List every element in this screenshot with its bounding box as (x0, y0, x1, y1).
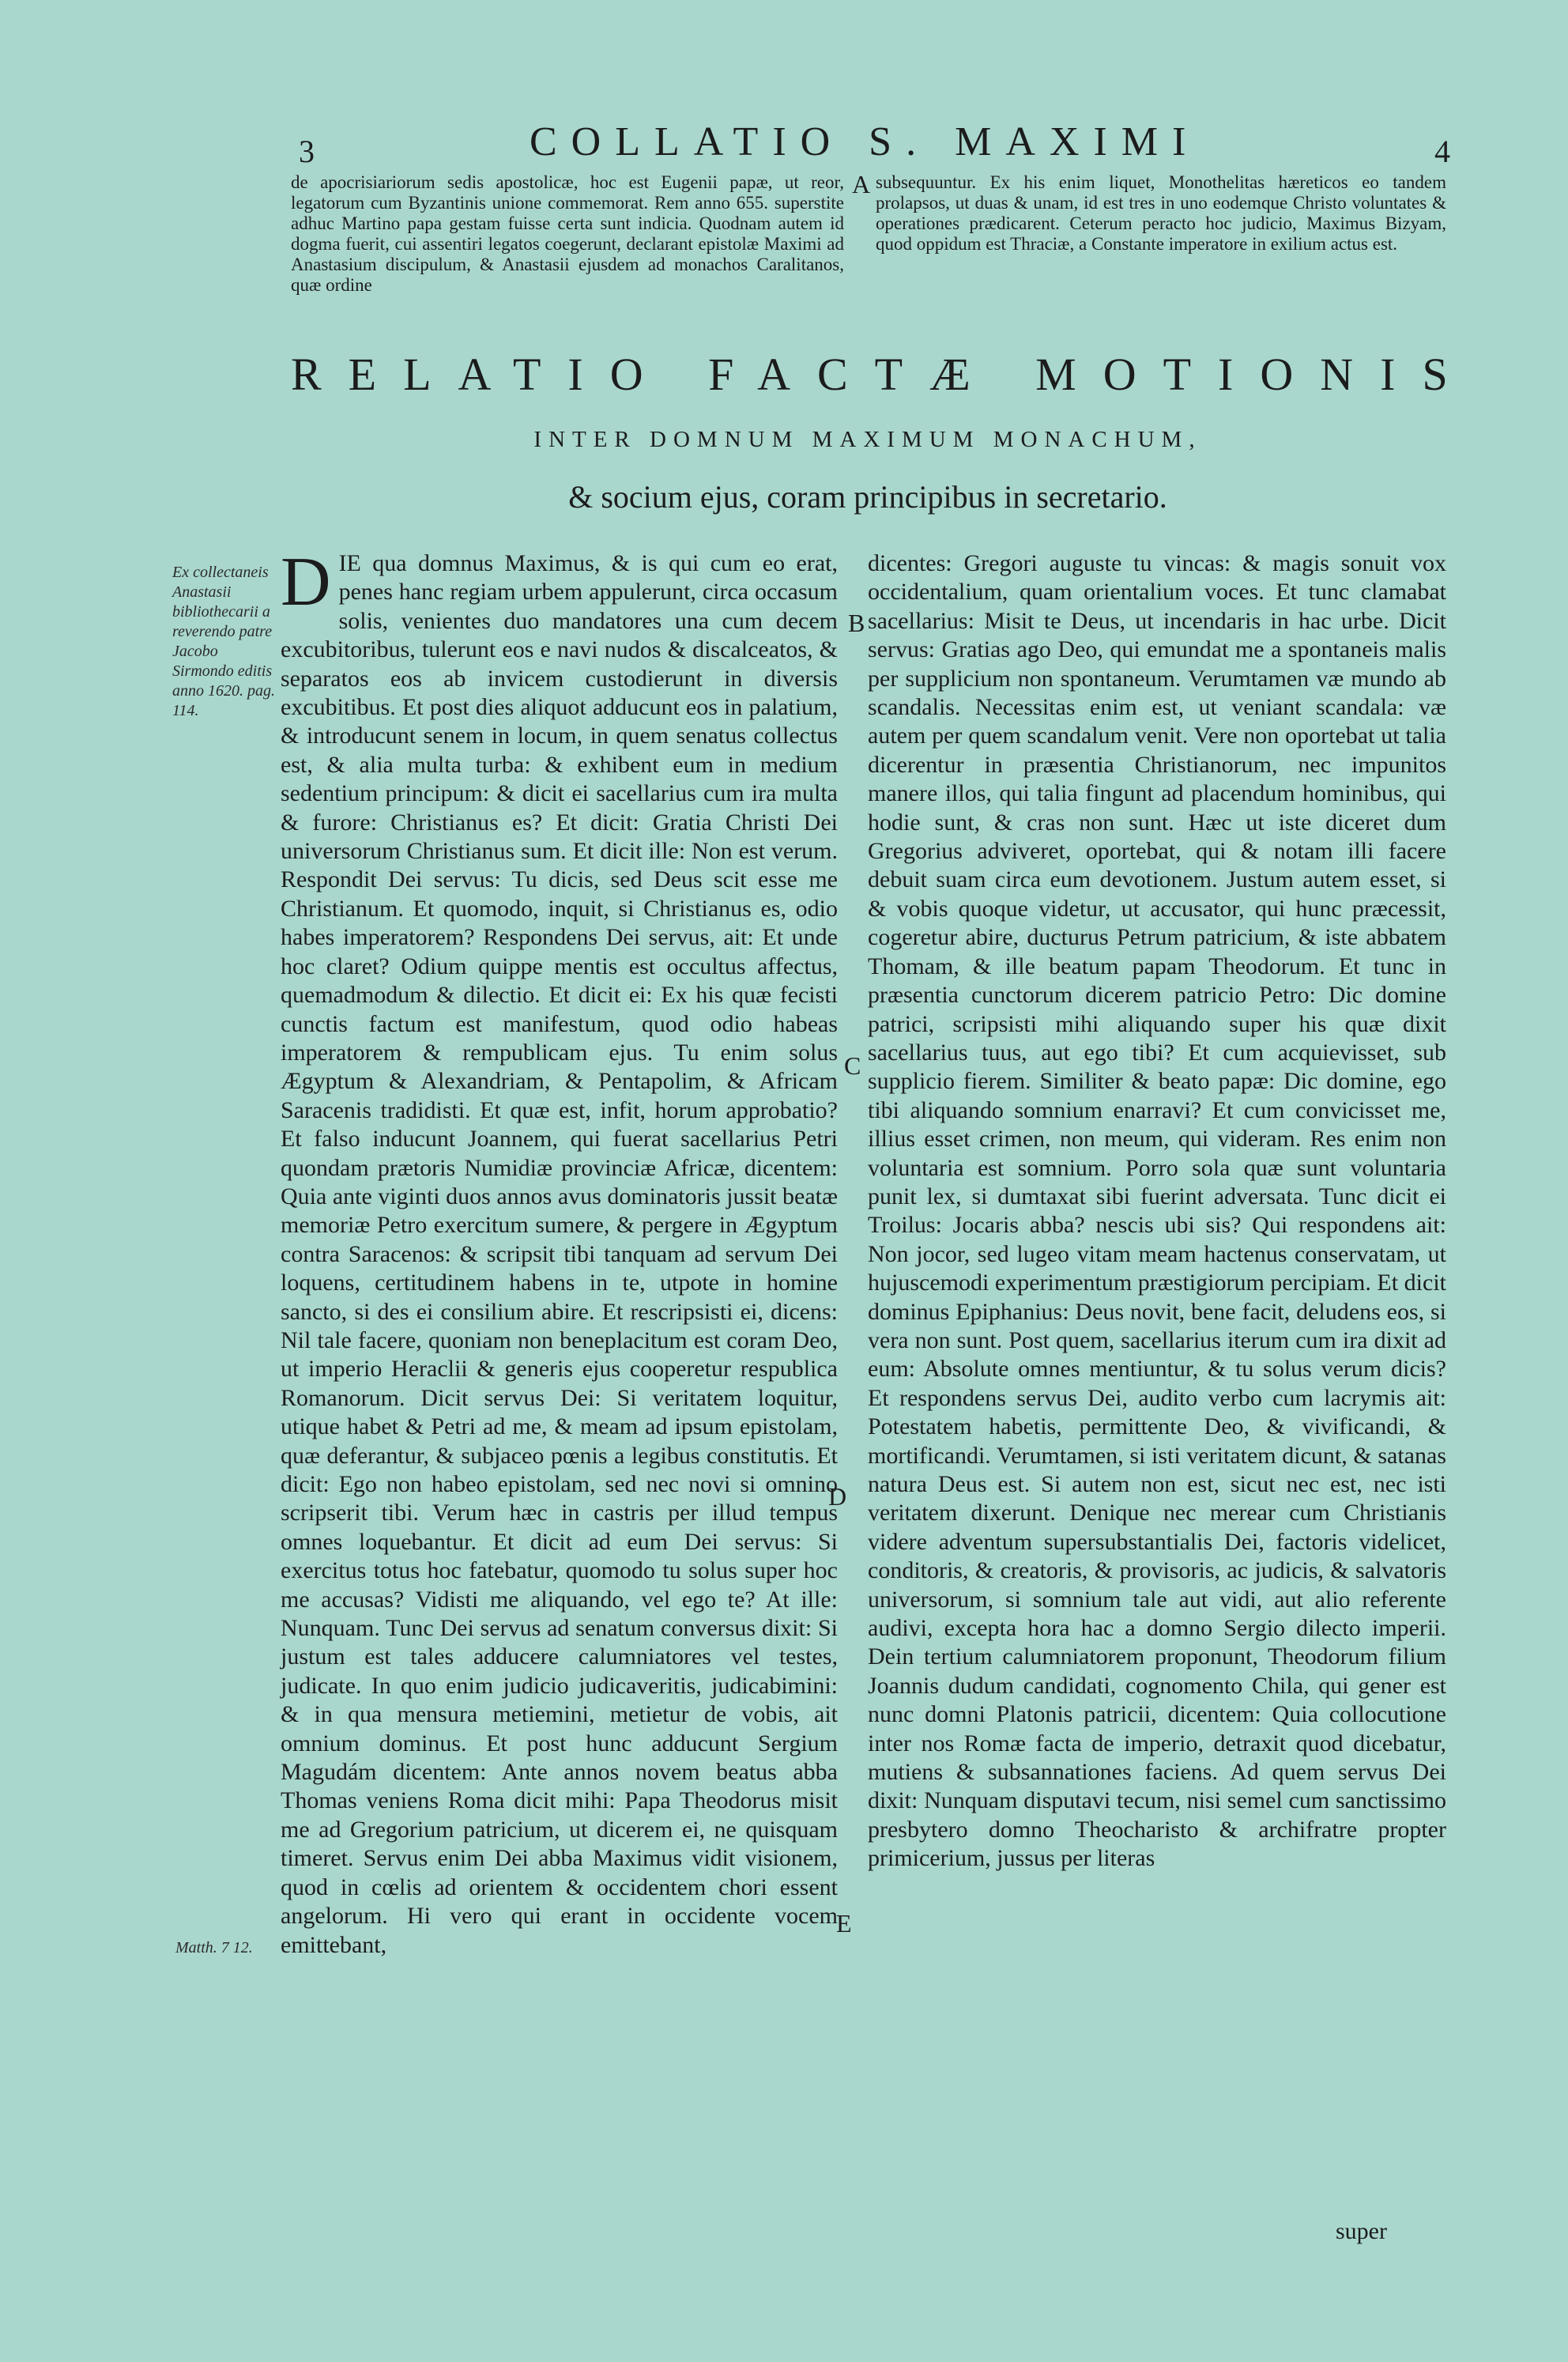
section-letter-a: A (852, 170, 871, 198)
margin-note-citation: Matth. 7 12. (175, 1939, 253, 1956)
body-right-text: dicentes: Gregori auguste tu vincas: & magis sonuit vox occidentalium, quam orientalium voces. Et tunc clamabat sacellarius: Misit te Deus, ut incendaris in hac urbe. Dicit servus: Gratias ago Deo, qui emundat me a spontaneis malis per supplicium non spontaneum. Verumtamen væ mundo ab scandalis. Necessitas enim est, ut veniant scandala: væ autem per quem scandalum venit. Vere non oportebat ut talia dicerentur in præsentia Christianorum, nec impunitos manere illos, qui talia fingunt ad placendum hominibus, qui hodie sunt, & cras non sunt. Hæc ut iste diceret dum Gregorius adviveret, oportebat, qui & notam illi facere debuit suam circa eum devotionem. Justum autem esset, si & vobis quoque videtur, ut accusator, qui hunc præcessit, cogeretur abire, ducturus Petrum patricium, & iste abbatem Thomam, & ille beatum papam Theodorum. Et tunc in præsentia cunctorum dicerem patricio Petro: Dic domine patrici, scripsisti mihi aliquando super his quæ dixit sacellarius tuus, aut ego tibi? Et cum acquievisset, sub supplicio fierem. Similiter & beato papæ: Dic domine, ego tibi aliquando somnium enarravi? Et cum convicisset me, illius esset crimen, non meum, qui videram. Res enim non voluntaria est somnium. Porro sola quæ sunt voluntaria punit lex, si dumtaxat sibi fuerint adversata. Tunc dicit ei Troilus: Jocaris abba? nescis ubi sis? Qui respondens ait: Non jocor, sed lugeo vitam meam hactenus conservatam, ut hujuscemodi experimentum præstigiorum percipiam. Et dicit dominus Epiphanius: Deus novit, bene facit, deludens eos, si vera non sunt. Post quem, sacellarius iterum cum ira dixit ad eum: Absolute omnes mentiuntur, & tu solus verum dicis? Et respondens servus Dei, audito verbo cum lacrymis ait: Potestatem habetis, permittente Deo, & vivificandi, & mortificandi. Verumtamen, si isti veritatem dicunt, & satanas natura Deus est. Si autem non est, sicut nec est, nec isti veritatem dixerunt. Denique nec merear cum Christianis videre adventum supersubstantialis Dei, factoris videlicet, conditoris, & creatoris, & provisoris, ac judicis, & salvatoris universorum, si somnium tale aut vidi, aut alio referente audivi, excepta hora hac a domno Sergio dilecto imperii. Dein tertium calumniatorem proponunt, Theodorum filium Joannis dudum candidati, cognomento Chila, qui gener est nunc domni Platonis patricii, dicentem: Quia collocutione inter nos Romæ facta de imperio, detraxit quod dicebatur, mutiens & subsannationes faciens. Ad quem servus Dei dixit: Nunquam disputavi tecum, nisi semel cum sanctissimo presbytero domno Theocharisto & archifratre propter primicerium, jussus per literas (868, 550, 1446, 1872)
right-page-number: 4 (1434, 134, 1450, 169)
intro-right-column (876, 172, 1446, 255)
margin-note-source: Ex collectaneis Anastasii bibliothecarii a reverendo patre Jacobo Sirmondo editis anno 1620. pag. 114. (172, 564, 275, 719)
section-letter-c: C (844, 1051, 861, 1080)
section-letter-b: B (848, 609, 865, 637)
body-right-column (868, 549, 1446, 1873)
section-subtitle: INTER DOMNUM MAXIMUM MONACHUM, (533, 427, 1202, 452)
body-left-column (281, 544, 838, 1960)
intro-right-text: subsequuntur. Ex his enim liquet, Monothelitas hæreticos eo tandem prolapsos, ut duas & unam, id est tres in uno eodemque Christo voluntates & operationes prædicarent. Ceterum peracto hoc judicio, Maximus Bizyam, quod oppidum est Thraciæ, a Constante imperatore in exilium actus est. (876, 172, 1446, 254)
section-letter-d: D (828, 1482, 847, 1511)
intro-left-column (291, 172, 844, 296)
section-subtitle-italic: & socium ejus, coram principibus in secretario. (568, 479, 1167, 515)
left-page-number: 3 (299, 134, 315, 169)
catchword: super (1336, 2218, 1387, 2244)
section-letter-e: E (836, 1909, 852, 1938)
drop-cap: D (281, 544, 331, 621)
body-left-text: IE qua domnus Maximus, & is qui cum eo erat, penes hanc regiam urbem appulerunt, circa occasum solis, venientes duo mandatores una cum decem excubitoribus, tulerunt eos e navi nudos & discalceatos, & separatos eos ab invicem custodierunt in diversis excubitibus. Et post dies aliquot adducunt eos in palatium, & introducunt senem in locum, in quem senatus collectus est, & alia multa turba: & exhibent eum in medium sedentium principum: & dicit ei sacellarius cum ira multa & furore: Christianus es? Et dicit: Gratia Christi Dei universorum Christianus sum. Et dicit ille: Non est verum. Respondit Dei servus: Tu dicis, sed Deus scit esse me Christianum. Et quomodo, inquit, si Christianus es, odio habes imperatorem? Respondens Dei servus, ait: Et unde hoc claret? Odium quippe mentis est occultus affectus, quemadmodum & dilectio. Et dicit ei: Ex his quæ fecisti cunctis factum est manifestum, quod odio habeas imperatorem & rempublicam ejus. Tu enim solus Ægyptum & Alexandriam, & Pentapolim, & Africam Saracenis tradidisti. Et quæ est, infit, horum approbatio? Et falso inducunt Joannem, qui fuerat sacellarius Petri quondam prætoris Numidiæ provinciæ Africæ, dicentem: Quia ante viginti duos annos avus dominatoris jussit beatæ memoriæ Petro exercitum sumere, & pergere in Ægyptum contra Saracenos: & scripsit tibi tanquam ad servum Dei loquens, certitudinem habens in te, utpote in homine sancto, si des ei consilium abire. Et rescripsisti ei, dicens: Nil tale facere, quoniam non beneplacitum est coram Deo, ut imperio Heraclii & generis ejus cooperetur respublica Romanorum. Dicit servus Dei: Si veritatem loquitur, utique habet & Petri ad me, & meam ad ipsum epistolam, quæ deferantur, & subjaceo pœnis a legibus constitutis. Et dicit: Ego non habeo epistolam, sed nec novi si omnino scripserit tibi. Verum hæc in castris per illud tempus omnes loquebantur. Et dicit ad eum Dei servus: Si exercitus totus hoc fatebatur, quomodo tu solus super hoc me accusas? Vidisti me aliquando, vel ego te? At ille: Nunquam. Tunc Dei servus ad senatum conversus dixit: Si justum est tales adducere calumniatores vel testes, judicate. In quo enim judicio judicaveritis, judicabimini: & in qua mensura metiemini, metietur de vobis, ait omnium dominus. Et post hunc adducunt Sergium Magudám dicentem: Ante annos novem beatus abba Thomas veniens Roma dicit mihi: Papa Theodorus misit me ad Gregorium patricium, ut dicerem ei, ne quisquam timeret. Servus enim Dei abba Maximus vidit visionem, quod in cœlis ad orientem & occidentem chori essent angelorum. Hi vero qui erant in occidente vocem emittebant, (281, 550, 838, 1958)
running-title: COLLATIO S. MAXIMI (530, 119, 1200, 164)
intro-left-text: de apocrisiariorum sedis apostolicæ, hoc est Eugenii papæ, ut reor, legatorum cum Byzantinis unione commemorat. Rem anno 655. superstite adhuc Martino papa gestam fuisse certa sunt indicia. Quodnam autem id dogma fuerit, cui assentiri legatos coegerunt, declarant epistolæ Maximi ad Anastasium discipulum, & Anastasii ejusdem ad monachos Caralitanos, quæ ordine (291, 172, 844, 295)
section-title: RELATIO FACTÆ MOTIONIS (291, 349, 1475, 400)
